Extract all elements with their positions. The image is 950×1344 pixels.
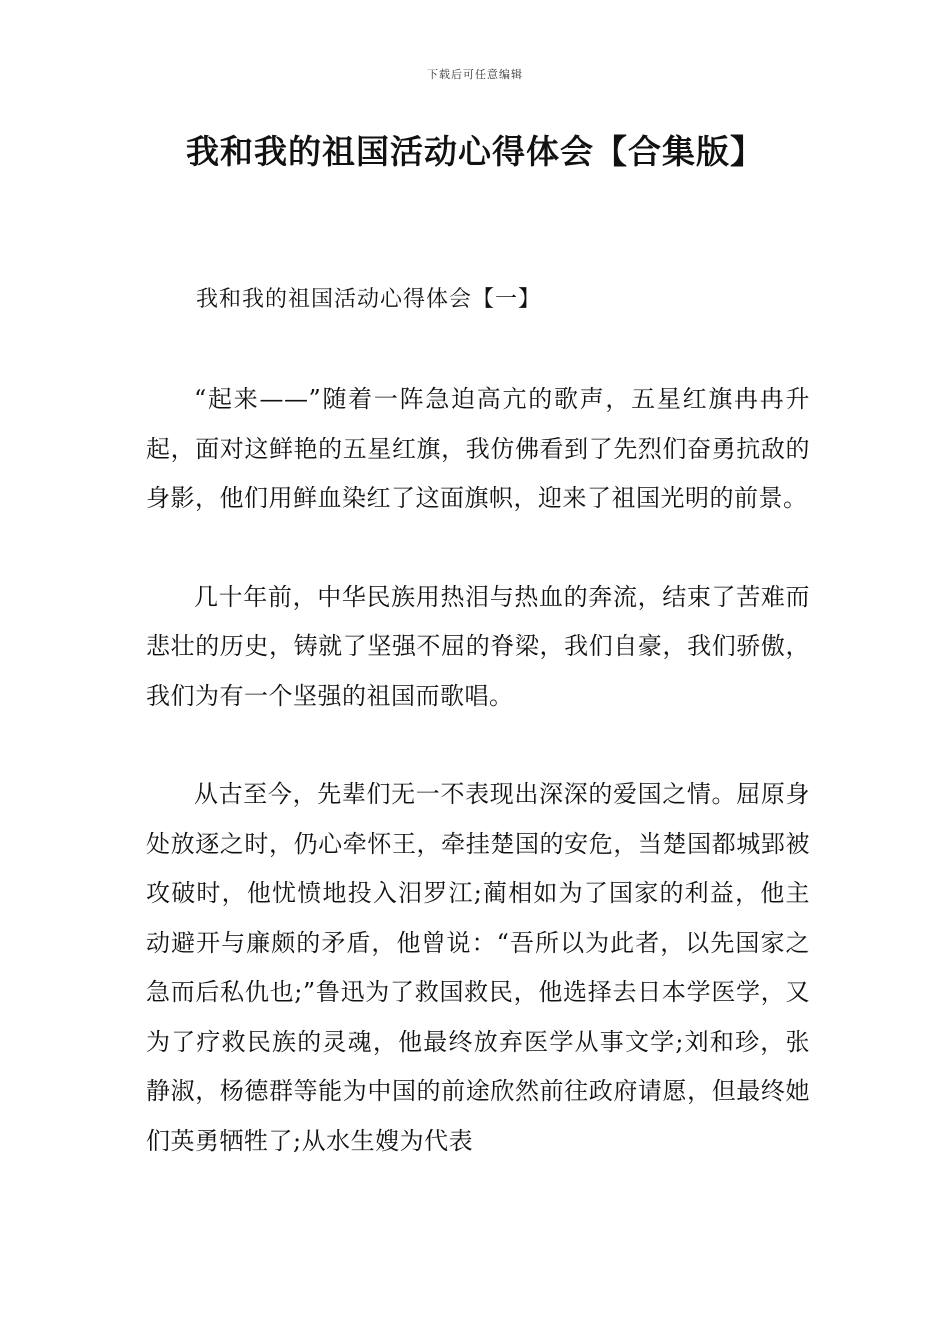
paragraph: 从古至今，先辈们无一不表现出深深的爱国之情。屈原身处放逐之时，仍心牵怀王，牵挂楚国的安危，当楚国都城郢被攻破时，他忧愤地投入汨罗江;蔺相如为了国家的利益，他主动避开与廉颇的矛盾，他曾说：“吾所以为此者，以先国家之急而后私仇也;”鲁迅为了救国救民，他选择去日本学医学，又为了疗救民族的灵魂，他最终放弃医学从事文学;刘和珍，张静淑，杨德群等能为中国的前途欣然前往政府请愿，但最终她们英勇牺牲了;从水生嫂为代表	[146, 780, 810, 1155]
section-heading: 我和我的祖国活动心得体会【一】	[196, 287, 542, 312]
document-body	[146, 375, 810, 1215]
header-note: 下载后可任意编辑	[427, 68, 523, 81]
paragraph: “起来——”随着一阵急迫高亢的歌声，五星红旗冉冉升起，面对这鲜艳的五星红旗，我仿佛看到了先烈们奋勇抗敌的身影，他们用鲜血染红了这面旗帜，迎来了祖国光明的前景。	[146, 385, 810, 512]
paragraph: 几十年前，中华民族用热泪与热血的奔流，结束了苦难而悲壮的历史，铸就了坚强不屈的脊梁，我们自豪，我们骄傲，我们为有一个坚强的祖国而歌唱。	[146, 582, 810, 710]
document-title: 我和我的祖国活动心得体会【合集版】	[186, 132, 764, 171]
